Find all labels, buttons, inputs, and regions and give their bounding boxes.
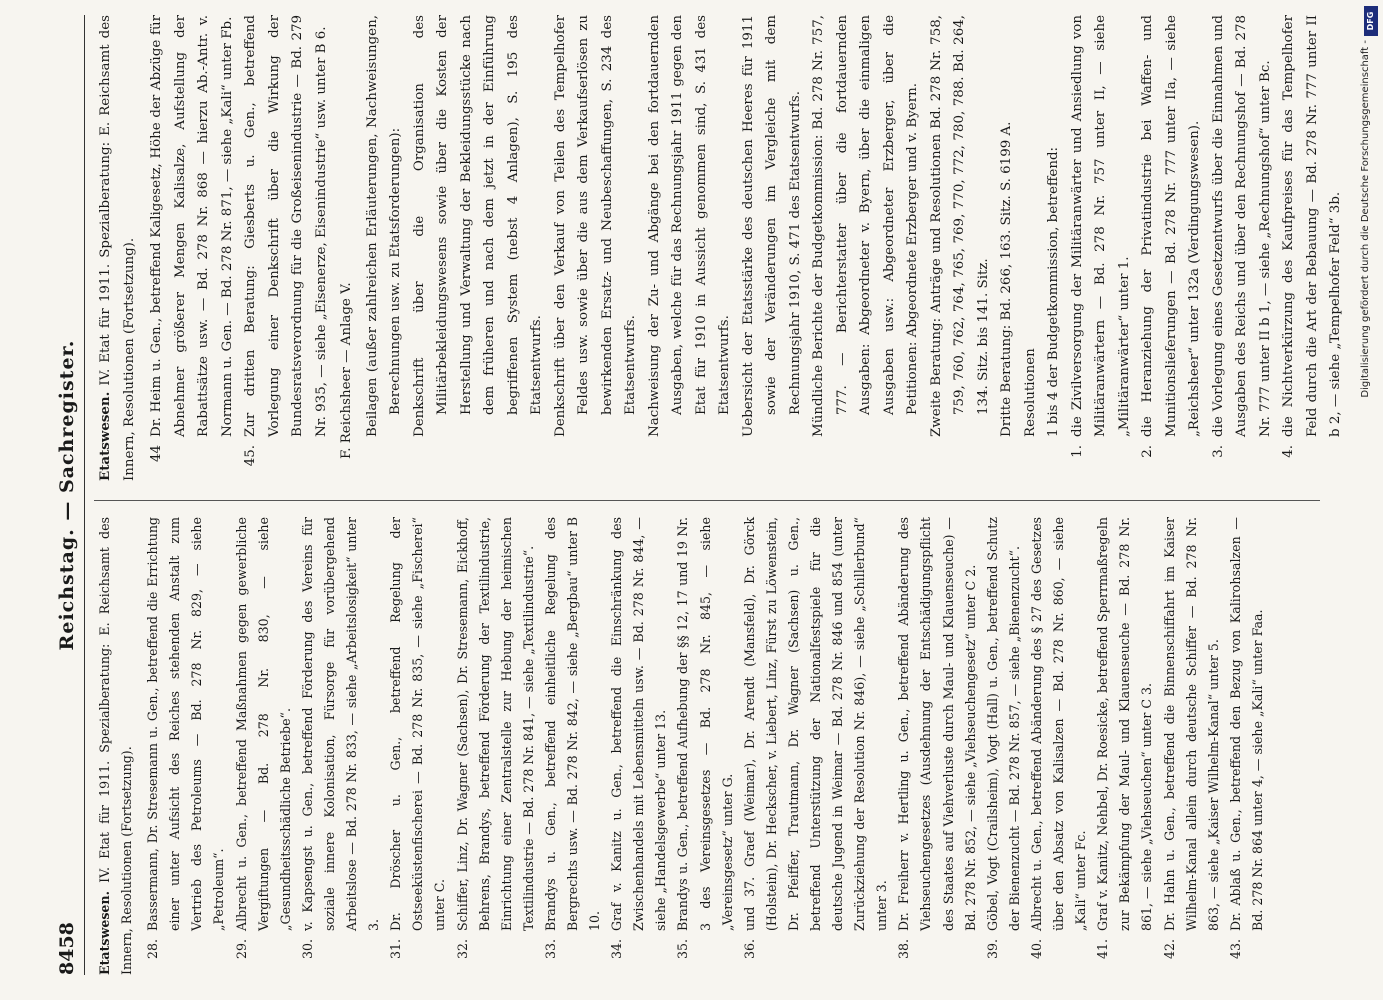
entry-number: 40.: [1028, 939, 1044, 960]
index-entry: [231, 517, 297, 975]
index-item: Denkschrift über die Organisation des Militärbekleidungswesens sowie über die Kosten der Herstellung und Verwaltung der Bekleidungsstücke nach dem früheren und nach dem jetzt in der Einführung begriffenen System (nebst 4 Anlagen), S. 195 des Etatsentwurfs.: [411, 15, 544, 437]
index-entry: [1207, 15, 1278, 481]
entry-text: die Nichtverkürzung des Kaufpreises für das Tempelhofer Feld durch die Art der Bebauung — Bd. 278 Nr. 777 unter II b 2, — siehe „Tempelhofer Feld“ 3b.: [1281, 15, 1343, 437]
resolution-list: [1066, 15, 1348, 481]
index-item: Nachweisung der Zu- und Abgänge bei den fortdauernden Ausgaben, welche für das Rechnungsjahr 1911 gegen den Etat für 1910 in Aussicht genommen sind, S. 431 des Etatsentwurfs.: [646, 15, 732, 437]
section-keyword: Etatswesen.: [97, 391, 113, 481]
entry-number: 44: [149, 445, 164, 463]
entry-number: 30.: [299, 939, 315, 960]
rotated-page-content: [50, 15, 1360, 975]
index-entry: [1026, 517, 1092, 975]
entry-text: Zur dritten Beratung: Giesberts u. Gen., betreffend Vorlegung einer Denkschrift über die Wirkung der Bundesratsverordnung für die Großeisenindustrie — Bd. 279 Nr. 935, — siehe „Eisenerze, Eisenindustrie“ usw. unter B 6.: [243, 15, 329, 437]
entry-text: Brandys u. Gen., betreffend Aufhebung der §§ 12, 17 und 19 Nr. 3 des Vereinsgesetzes — Bd. 278 Nr. 845, — siehe „Vereinsgesetz“ unter G.: [675, 517, 735, 931]
entry-text: Göbel, Vogt (Crailsheim), Vogt (Hall) u. Gen., betreffend Schutz der Bienenzucht — Bd. 278 Nr. 857, — siehe „Bienenzucht“.: [984, 517, 1022, 931]
entry-text: Dr. Dröscher u. Gen., betreffend Regelung der Ostseeküstenfischerei — Bd. 278 Nr. 835, — siehe „Fischerei“ unter C.: [388, 517, 448, 931]
entry-text: Brandys u. Gen., betreffend einheitliche Regelung des Bergrechts usw. — Bd. 278 Nr. 842, — siehe „Bergbau“ unter B 10.: [542, 517, 603, 931]
index-item: Mündliche Berichte der Budgetkommission: Bd. 278 Nr. 757, 777. — Berichterstatter über die fortdauernden Ausgaben: Abgeordneter v. Byern, über die einmaligen Ausgaben usw.: Abgeordneter Erzberger, über die Petitionen: Abgeordnete Erzberger und v. Byern.: [811, 15, 920, 437]
index-entry: [297, 517, 385, 975]
index-item: Resolutionen: [1022, 348, 1038, 437]
index-item: 1 bis 4 der Budgetkommission, betreffend:: [1046, 146, 1061, 437]
entry-number: 36.: [741, 939, 757, 960]
entry-text: v. Kapsengst u. Gen., betreffend Förderung des Vereins für soziale innere Kolonisation, Fürsorge für vorübergehend Arbeitslose — Bd. 278 Nr. 833, — siehe „Arbeitslosigkeit“ unter 3.: [299, 517, 382, 931]
index-item: Denkschrift über den Verkauf von Teilen des Tempelhofer Feldes usw. sowie über die aus dem Verkaufserlösen zu bewirkenden Ersatz- und Neubeschaffungen, S. 234 des Etatsentwurfs.: [552, 15, 638, 437]
index-item: Dritte Beratung: Bd. 266, 163. Sitz. S. 6199 A.: [999, 121, 1014, 437]
header-rule: [84, 15, 85, 975]
entry-number: 45.: [243, 445, 258, 467]
entry-number: 29.: [233, 939, 249, 960]
entry-number: 2.: [1140, 445, 1155, 458]
entry-text: die Vorlegung eines Gesetzentwurfs über die Einnahmen und Ausgaben des Reichs und über den Rechnungshof — Bd. 278 Nr. 777 unter II b 1, — siehe „Rechnungshof“ unter Bc.: [1210, 15, 1273, 437]
funding-note-text: Digitalisierung gefördert durch die Deutsche Forschungsgemeinschaft -: [1360, 40, 1371, 398]
index-entry: [1225, 517, 1269, 975]
entry-number: 39.: [984, 939, 1000, 960]
index-item: Beilagen (außer zahlreichen Erläuterungen, Nachweisungen, Berechnungen usw. zu Etatsforderungen):: [364, 15, 403, 437]
entry-number: 4.: [1281, 445, 1296, 458]
section-subtitle: IV. Etat für 1911. Spezialberatung: E. Reichsamt des Innern, Resolutionen (Fortsetzung).: [97, 517, 135, 975]
index-entry: [540, 517, 606, 975]
entry-number: 33.: [542, 939, 558, 960]
section-subtitle: IV. Etat für 1911. Spezialberatung: E. Reichsamt des Innern, Resolutionen (Fortsetzung).: [98, 15, 137, 481]
index-entry: [893, 517, 981, 975]
entry-text: Dr. Heim u. Gen., betreffend Kaligesetz, Höhe der Abzüge für Abnehmer größerer Mengen Kalisalze, Aufstellung der Rabattsätze usw. — Bd. 278 Nr. 868 — hierzu Ab.-Antr. v. Normann u. Gen. — Bd. 278 Nr. 871, — siehe „Kali“ unter Fb.: [149, 15, 235, 437]
entry-text: Schiffer, Linz, Dr. Wagner (Sachsen), Dr. Stresemann, Eickhoff, Behrens, Brandys, betreffend Förderung der Textilindustrie, Einrichtung einer Zentralstelle zur Hebung der heimischen Textilindustrie — Bd. 278 Nr. 841, — siehe „Textilindustrie“.: [454, 517, 536, 931]
entry-number: 38.: [896, 939, 912, 960]
page-number: 8458: [56, 922, 78, 975]
index-entry: [385, 517, 451, 975]
index-entry: [672, 517, 738, 975]
index-entry: [239, 15, 333, 481]
entry-number: 34.: [609, 939, 625, 960]
index-entry: [982, 517, 1026, 975]
index-entry: [1159, 517, 1225, 975]
entry-number: 41.: [1095, 939, 1111, 960]
section-keyword: Etatswesen.: [97, 891, 112, 975]
entry-number: 1.: [1069, 445, 1085, 458]
index-item: Uebersicht der Etatsstärke des deutschen Heeres für 1911 sowie der Veränderungen im Vergleiche mit dem Rechnungsjahr 1910, S. 471 des Etatsentwurfs.: [740, 15, 803, 437]
entry-number: 43.: [1227, 939, 1243, 960]
index-entry: [739, 517, 894, 975]
funding-note: [1355, 20, 1377, 980]
entry-text: Graf v. Kanitz u. Gen., betreffend die Einschränkung des Zwischenhandels mit Lebensmitteln usw. — Bd. 278 Nr. 844, — siehe „Handelsgewerbe“ unter 13.: [609, 517, 669, 931]
right-column: [94, 15, 1360, 481]
left-column: [94, 517, 1360, 975]
index-entry: [1092, 517, 1158, 975]
entry-text: Albrecht u. Gen., betreffend Abänderung des § 27 des Gesetzes über den Absatz von Kalisalzen — Bd. 278 Nr. 860, — siehe „Kali“ unter Fc.: [1028, 517, 1089, 931]
index-item: Zweite Beratung: Anträge und Resolutionen Bd. 278 Nr. 758, 759, 760, 762, 764, 765, 769, 770, 772, 780, 788. Bd. 264, 134. Sitz. bis 141. Sitz.: [928, 15, 991, 437]
entry-text: Dr. Ablaß u. Gen., betreffend den Bezug von Kalirohsalzen — Bd. 278 Nr. 864 unter 4, — siehe „Kali“ unter Faa.: [1227, 517, 1265, 931]
index-entry: [606, 517, 672, 975]
section-heading: [94, 15, 141, 481]
left-entry-list: [142, 517, 1269, 975]
entry-text: Albrecht u. Gen., betreffend Maßnahmen gegen gewerbliche Vergiftungen — Bd. 278 Nr. 830, — siehe „Gesundheitsschädliche Betriebe“.: [233, 517, 293, 931]
index-entry: [452, 517, 540, 975]
right-item-list: [361, 15, 1066, 481]
entry-text: und 37. Graef (Weimar), Dr. Arendt (Mansfeld), Dr. Görck (Holstein), Dr. Heckscher, v. Liebert, Linz, Fürst zu Löwenstein, Dr. Pfeiffer, Trautmann, Dr. Wagner (Sachsen) u. Gen., betreffend Unterstützung der Nationalfestspiele für die deutsche Jugend in Weimar — Bd. 278 Nr. 846 und 854 (unter Zurückziehung der Resolution Nr. 846), — siehe „Schillerbund“ unter 3.: [741, 517, 890, 931]
entry-number: 31.: [388, 939, 404, 960]
subsection-heading: F. Reichsheer — Anlage V.: [339, 282, 354, 459]
page-title: Reichstag. — Sachregister.: [56, 339, 78, 651]
entry-number: 28.: [145, 939, 161, 960]
running-head: [50, 15, 86, 975]
index-entry: [142, 517, 230, 975]
index-entry: [145, 15, 239, 481]
entry-number: 32.: [454, 939, 470, 960]
entry-text: die Heranziehung der Privatindustrie bei Waffen- und Munitionslieferungen — Bd. 278 Nr. 777 unter IIa, — siehe „Reichsheer“ unter 132a (Verdingungswesen).: [1140, 15, 1202, 437]
entry-number: 35.: [675, 939, 691, 960]
entry-number: 3.: [1210, 445, 1226, 458]
index-entry: [1136, 15, 1207, 481]
entry-text: Graf v. Kanitz, Nehbel, Dr. Roesicke, betreffend Sperrmaßregeln zur Bekämpfung der Maul- und Klauenseuche — Bd. 278 Nr. 861, — siehe „Viehseuchen“ unter C 3.: [1095, 517, 1155, 931]
entry-text: Dr. Hahn u. Gen., betreffend die Binnenschiffahrt im Kaiser Wilhelm-Kanal allein durch deutsche Schiffer — Bd. 278 Nr. 863, — siehe „Kaiser Wilhelm-Kanal“ unter 5.: [1161, 517, 1221, 931]
right-entry-list: [145, 15, 333, 481]
column-rule: [94, 500, 1320, 501]
entry-number: 42.: [1161, 939, 1177, 960]
entry-text: Dr. Freiherr v. Hertling u. Gen., betreffend Abänderung des Viehseuchengesetzes (Ausdehnung der Entschädigungspflicht des Staates auf Viehverluste durch Maul- und Klauenseuche) — Bd. 278 Nr. 852, — siehe „Viehseuchengesetz“ unter C 2.: [896, 517, 978, 931]
entry-text: die Zivilversorgung der Militäranwärter und Ansiedlung von Militäranwärtern — Bd. 278 Nr. 757 unter II, — siehe „Militäranwärter“ unter 1.: [1069, 15, 1132, 437]
index-entry: [1066, 15, 1137, 481]
index-entry: [1277, 15, 1348, 481]
dfg-logo: DFG: [1364, 6, 1378, 36]
section-heading: [94, 517, 138, 975]
entry-text: Bassermann, Dr. Stresemann u. Gen., betreffend die Errichtung einer unter Aufsicht des Reiches stehenden Anstalt zum Vertrieb des Petroleums — Bd. 278 Nr. 829, — siehe „Petroleum“.: [145, 517, 227, 931]
